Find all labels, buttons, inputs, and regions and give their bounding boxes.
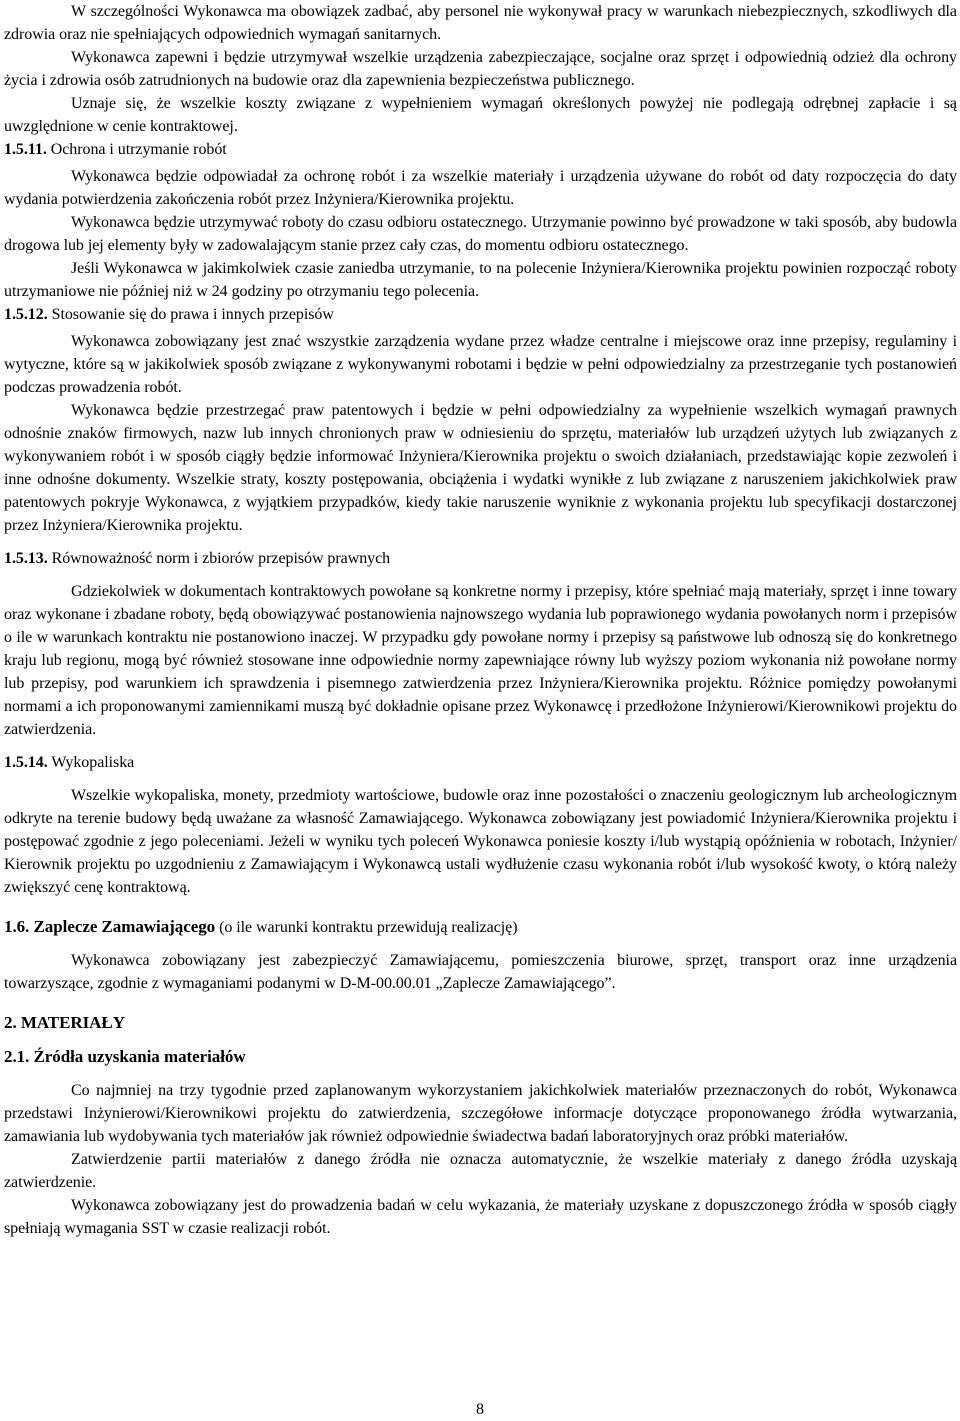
section-heading-1-5-13 [4,547,957,570]
section-heading-1-6 [4,915,957,939]
paragraph: Wykonawca zobowiązany jest do prowadzenia badań w celu wykazania, że materiały uzyskane z dopuszczonego źródła w sposób ciągły spełniają wymagania SST w czasie realizacji robót. [4,1197,957,1237]
section-title: 2. MATERIAŁY [4,1013,125,1032]
paragraph: Wykonawca będzie utrzymywać roboty do czasu odbioru ostatecznego. Utrzymanie powinno być prowadzone w taki sposób, aby budowla drogowa lub jej elementy były w zadowalającym stanie przez cały czas, do momentu odbioru ostatecznego. [4,214,957,254]
paragraph: Co najmniej na trzy tygodnie przed zaplanowanym wykorzystaniem jakichkolwiek materiałów przeznaczonych do robót, Wykonawca przedstawi Inżynierowi/Kierownikowi projektu do zatwierdzenia, szczegółowe informacje dotyczące proponowanego źródła wytwarzania, zamawiania lub wydobywania tych materiałów jak również odpowiednie świadectwa badań laboratoryjnych oraz próbki materiałów. [4,1082,957,1145]
section-heading-1-5-12 [4,303,957,326]
section-title: Ochrona i utrzymanie robót [46,141,227,158]
section-note: (o ile warunki kontraktu przewidują realizację) [215,919,518,936]
paragraph: Wszelkie wykopaliska, monety, przedmioty wartościowe, budowle oraz inne pozostałości o znaczeniu geologicznym lub archeologicznym odkryte na terenie budowy będą uważane za własność Zamawiającego. Wykonawca zobowiązany jest powiadomić Inżyniera/Kierownika projektu i postępować zgodnie z jego poleceniami. Jeżeli w wyniku tych poleceń Wykonawca poniesie koszty i/lub wystąpią opóźnienia w robotach, Inżynier/ Kierownik projektu po uzgodnieniu z Zamawiającym i Wykonawcą ustali wydłużenie czasu wykonania robót i/lub wysokość kwoty, o którą należy zwiększyć cenę kontraktową. [4,787,957,896]
section-heading-2 [4,1011,957,1035]
paragraph: Jeśli Wykonawca w jakimkolwiek czasie zaniedba utrzymanie, to na polecenie Inżyniera/Kierownika projektu powinien rozpocząć roboty utrzymaniowe nie później niż w 24 godziny po otrzymaniu tego polecenia. [4,260,957,300]
section-title: 2.1. Źródła uzyskania materiałów [4,1047,246,1066]
section-number: 1.5.11. [4,141,47,158]
paragraph-safety-equipment: Wykonawca zapewni i będzie utrzymywał wszelkie urządzenia zabezpieczające, socjalne oraz sprzęt i odpowiednią odzież dla ochrony życia i zdrowia osób zatrudnionych na budowie oraz dla zapewnienia bezpieczeństwa publicznego. [4,49,957,89]
paragraph: Wykonawca będzie odpowiadał za ochronę robót i za wszelkie materiały i urządzenia używane do robót od daty rozpoczęcia do daty wydania potwierdzenia zakończenia robót przez Inżyniera/Kierownika projektu. [4,168,957,208]
section-number: 1.6. [4,917,30,936]
section-number: 1.5.13. [4,550,48,567]
section-title: Równoważność norm i zbiorów przepisów prawnych [47,550,391,567]
section-title: Zaplecze Zamawiającego [29,917,216,936]
section-heading-1-5-14 [4,751,957,774]
section-heading-2-1 [4,1045,957,1069]
paragraph-costs-included: Uznaje się, że wszelkie koszty związane z wypełnieniem wymagań określonych powyżej nie podlegają odrębnej zapłacie i są uwzględnione w cenie kontraktowej. [4,95,957,135]
paragraph: Wykonawca będzie przestrzegać praw patentowych i będzie w pełni odpowiedzialny za wypełnienie wszelkich wymagań prawnych odnośnie znaków firmowych, nazw lub innych chronionych praw w odniesieniu do sprzętu, materiałów lub urządzeń użytych lub związanych z wykonywaniem robót i w sposób ciągły będzie informować Inżyniera/Kierownika projektu o swoich działaniach, przedstawiając kopie zezwoleń i inne odnośne dokumenty. Wszelkie straty, koszty postępowania, obciążenia i wydatki wynikłe z lub związane z naruszeniem jakichkolwiek praw patentowych pokryje Wykonawca, z wyjątkiem przypadków, kiedy takie naruszenie wyniknie z wykonania projektu lub specyfikacji dostarczonej przez Inżyniera/Kierownika projektu. [4,402,957,534]
paragraph: Wykonawca zobowiązany jest znać wszystkie zarządzenia wydane przez władze centralne i miejscowe oraz inne przepisy, regulaminy i wytyczne, które są w jakikolwiek sposób związane z wykonywanymi robotami i będzie w pełni odpowiedzialny za przestrzeganie tych postanowień podczas prowadzenia robót. [4,333,957,396]
paragraph: Zatwierdzenie partii materiałów z danego źródła nie oznacza automatycznie, że wszelkie materiały z danego źródła uzyskają zatwierdzenie. [4,1151,957,1191]
section-number: 1.5.14. [4,754,48,771]
section-number: 1.5.12. [4,306,48,323]
paragraph: Gdziekolwiek w dokumentach kontraktowych powołane są konkretne normy i przepisy, które spełniać mają materiały, sprzęt i inne towary oraz wykonane i zbadane roboty, będą obowiązywać postanowienia najnowszego wydania lub poprawionego wydania powołanych norm i przepisów o ile w warunkach kontraktu nie postanowiono inaczej. W przypadku gdy powołane normy i przepisy są państwowe lub odnoszą się do konkretnego kraju lub regionu, mogą być również stosowane inne odpowiednie normy zapewniające równy lub wyższy poziom wykonania niż powołane normy lub przepisy, pod warunkiem ich sprawdzenia i pisemnego zatwierdzenia przez Inżyniera/Kierownika projektu. Różnice pomiędzy powołanymi normami a ich proponowanymi zamiennikami muszą być dokładnie opisane przez Wykonawcę i przedłożone Inżynierowi/Kierownikowi projektu do zatwierdzenia. [4,583,957,738]
paragraph-personnel-safety: W szczególności Wykonawca ma obowiązek zadbać, aby personel nie wykonywał pracy w warunkach niebezpiecznych, szkodliwych dla zdrowia oraz nie spełniających odpowiednich wymagań sanitarnych. [4,3,957,43]
section-heading-1-5-11 [4,138,957,161]
page-number: 8 [476,1401,484,1418]
paragraph: Wykonawca zobowiązany jest zabezpieczyć Zamawiającemu, pomieszczenia biurowe, sprzęt, transport oraz inne urządzenia towarzyszące, zgodnie z wymaganiami podanymi w D-M-00.00.01 „Zaplecze Zamawiającego”. [4,952,957,992]
section-title: Stosowanie się do prawa i innych przepisów [47,306,334,323]
section-title: Wykopaliska [47,754,135,771]
